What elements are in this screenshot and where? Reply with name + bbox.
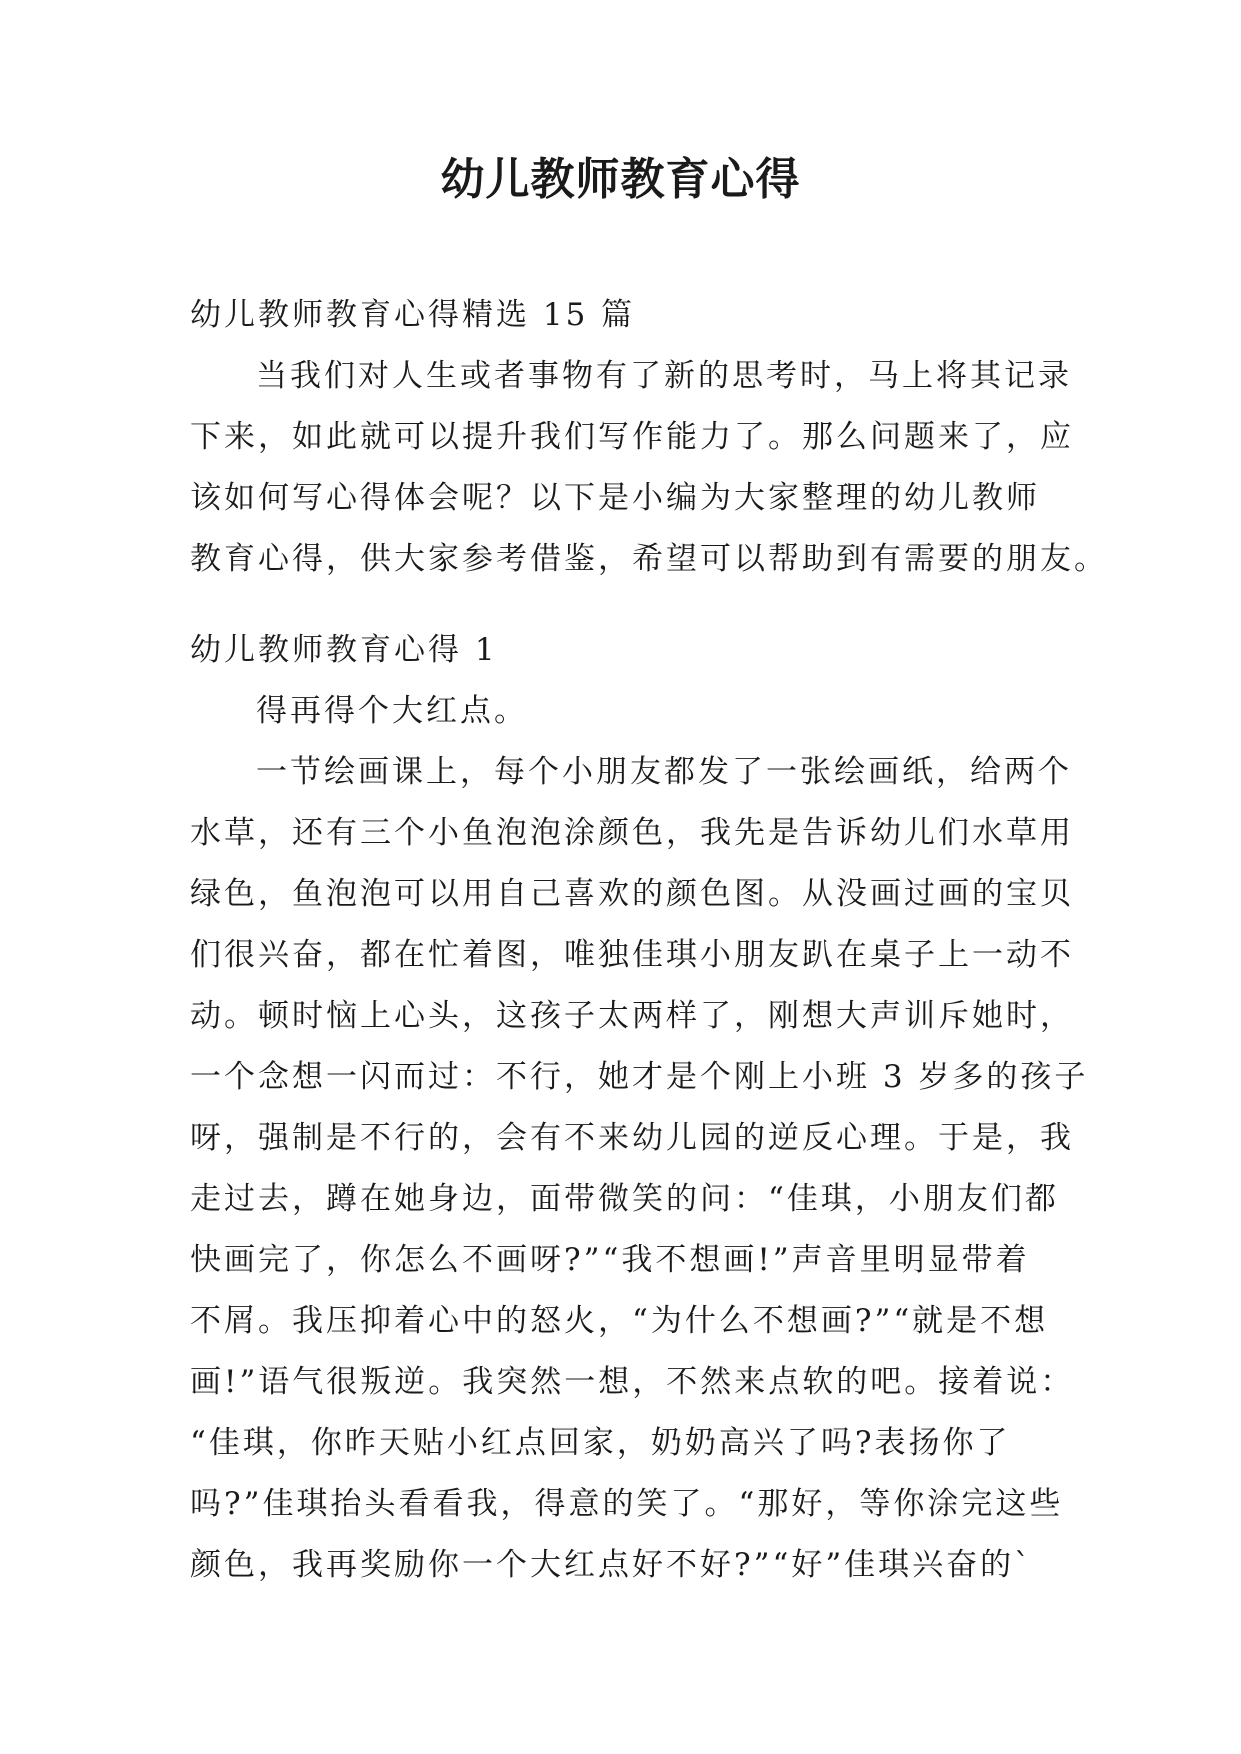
body-line: 一个念想一闪而过：不行，她才是个刚上小班 3 岁多的孩子 (190, 1059, 1089, 1095)
document-title: 幼儿教师教育心得 (440, 154, 801, 205)
intro-line: 下来，如此就可以提升我们写作能力了。那么问题来了，应 (190, 419, 1074, 455)
intro-line: 教育心得，供大家参考借鉴，希望可以帮助到有需要的朋友。 (190, 541, 1108, 577)
body-line: 不屑。我压抑着心中的怒火，“为什么不想画?”“就是不想 (190, 1303, 1049, 1339)
body-line: 颜色，我再奖励你一个大红点好不好?”“好”佳琪兴奋的` (190, 1547, 1033, 1583)
body-line: 走过去，蹲在她身边，面带微笑的问：“佳琪，小朋友们都 (190, 1181, 1059, 1217)
body-line: 们很兴奋，都在忙着图，唯独佳琪小朋友趴在桌子上一动不 (190, 937, 1074, 973)
body-line: 水草，还有三个小鱼泡泡涂颜色，我先是告诉幼儿们水草用 (190, 815, 1074, 851)
body-line: 绿色，鱼泡泡可以用自己喜欢的颜色图。从没画过画的宝贝 (190, 876, 1074, 912)
body-line: 一节绘画课上，每个小朋友都发了一张绘画纸，给两个 (256, 754, 1072, 790)
document-subtitle: 幼儿教师教育心得精选 15 篇 (190, 297, 636, 333)
paragraph-gap (190, 590, 1040, 620)
body-line: 动。顿时恼上心头，这孩子太两样了，刚想大声训斥她时， (190, 998, 1074, 1034)
intro-line: 当我们对人生或者事物有了新的思考时，马上将其记录 (256, 358, 1072, 394)
body-line: 得再得个大红点。 (256, 693, 528, 729)
body-line: 快画完了，你怎么不画呀?”“我不想画!”声音里明显带着 (190, 1242, 1030, 1278)
body-line: 呀，强制是不行的，会有不来幼儿园的逆反心理。于是，我 (190, 1120, 1074, 1156)
body-line: 画!”语气很叛逆。我突然一想，不然来点软的吧。接着说： (190, 1364, 1075, 1400)
body-line: “佳琪，你昨天贴小红点回家，奶奶高兴了吗?表扬你了 (190, 1425, 1011, 1461)
document-body (190, 285, 1108, 1596)
intro-line: 该如何写心得体会呢？以下是小编为大家整理的幼儿教师 (190, 480, 1040, 516)
section-heading: 幼儿教师教育心得 1 (190, 632, 498, 668)
body-line: 吗?”佳琪抬头看看我，得意的笑了。“那好，等你涂完这些 (190, 1486, 1064, 1522)
